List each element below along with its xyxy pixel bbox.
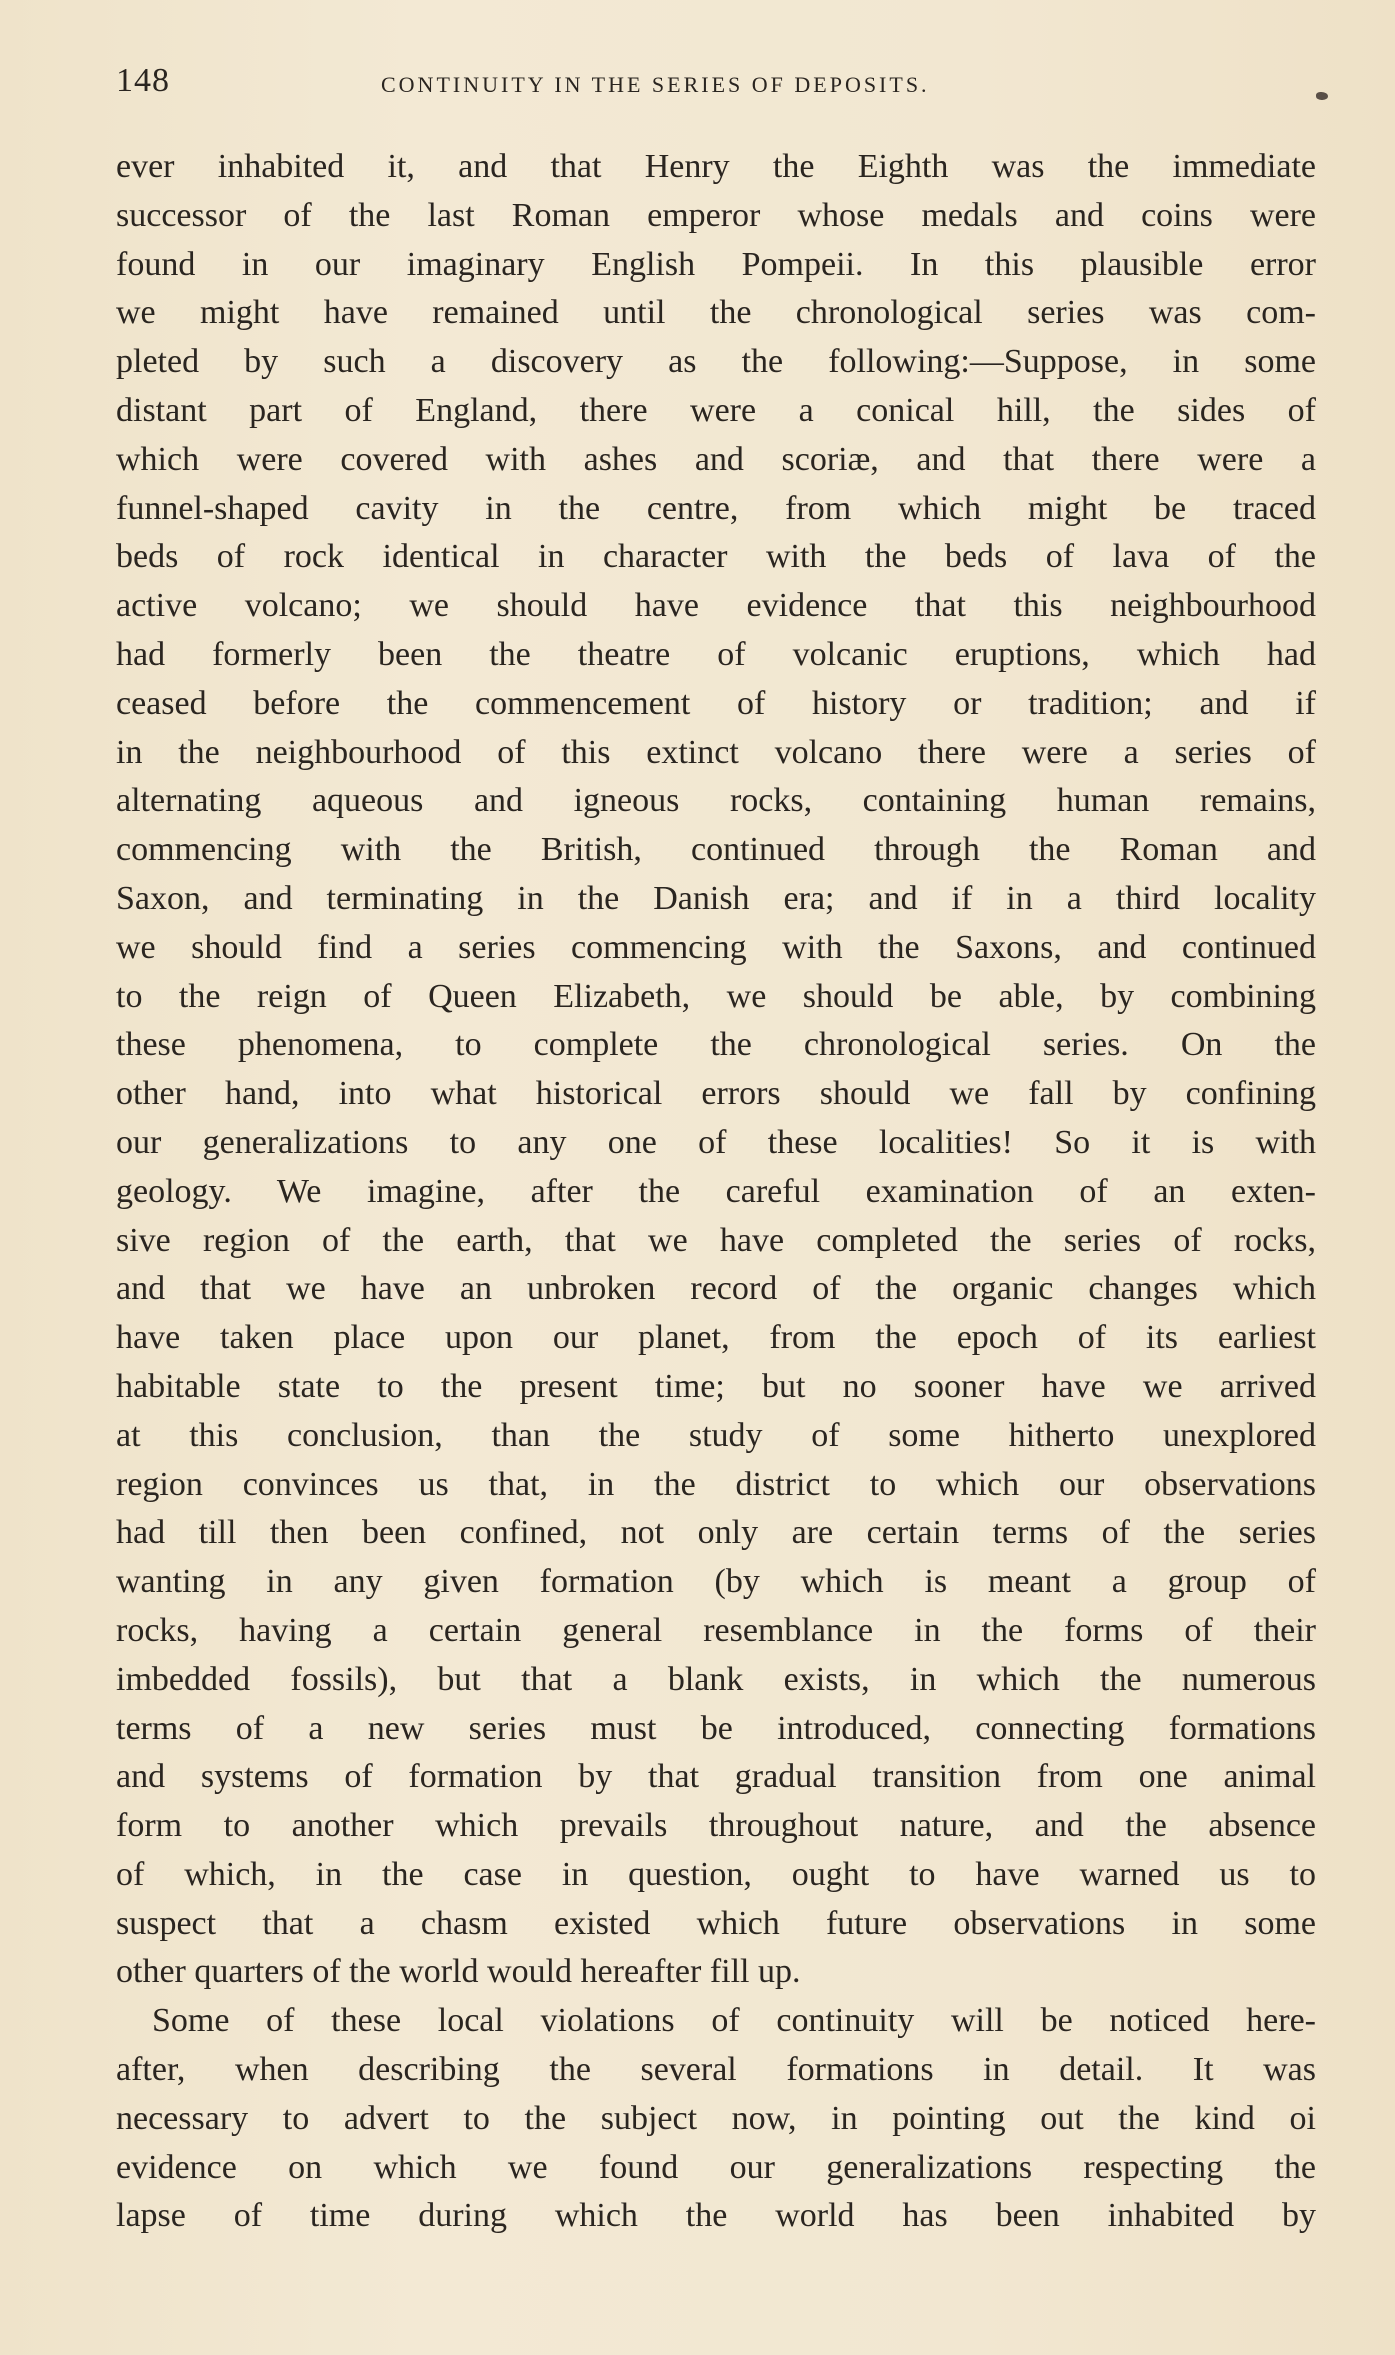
text-line: geology. We imagine, after the careful examination of an exten- <box>116 1172 1316 1210</box>
text-line: Saxon, and terminating in the Danish era; and if in a third locality <box>116 879 1316 917</box>
text-line: suspect that a chasm existed which future observations in some <box>116 1904 1316 1942</box>
text-line: wanting in any given formation (by which is meant a group of <box>116 1563 1316 1601</box>
text-line: habitable state to the present time; but no sooner have we arrived <box>116 1367 1316 1405</box>
text-line: after, when describing the several formations in detail. It was <box>116 2051 1316 2089</box>
paragraph <box>116 1997 1316 2241</box>
paragraph <box>116 143 1316 1997</box>
page-header <box>116 62 1316 112</box>
text-line: in the neighbourhood of this extinct volcano there were a series of <box>116 733 1316 771</box>
text-line: Some of these local violations of continuity will be noticed here- <box>152 2002 1316 2040</box>
text-line: have taken place upon our planet, from the epoch of its earliest <box>116 1319 1316 1357</box>
ink-speck <box>1316 92 1328 100</box>
text-line: terms of a new series must be introduced, connecting formations <box>116 1709 1316 1747</box>
text-line: had till then been confined, not only are certain terms of the series <box>116 1514 1316 1552</box>
text-line: pleted by such a discovery as the following:—Suppose, in some <box>116 343 1316 381</box>
text-line: we should find a series commencing with the Saxons, and continued <box>116 928 1316 966</box>
text-line: and that we have an unbroken record of the organic changes which <box>116 1270 1316 1308</box>
text-line: evidence on which we found our generalizations respecting the <box>116 2148 1316 2186</box>
text-line: funnel-shaped cavity in the centre, from which might be traced <box>116 489 1316 527</box>
text-line: rocks, having a certain general resemblance in the forms of their <box>116 1611 1316 1649</box>
text-line: form to another which prevails throughout nature, and the absence <box>116 1807 1316 1845</box>
text-line: found in our imaginary English Pompeii. In this plausible error <box>116 245 1316 283</box>
text-line: ceased before the commencement of history or tradition; and if <box>116 684 1316 722</box>
text-line: ever inhabited it, and that Henry the Eighth was the immediate <box>116 148 1316 185</box>
text-line: alternating aqueous and igneous rocks, containing human remains, <box>116 782 1316 820</box>
text-line: these phenomena, to complete the chronological series. On the <box>116 1026 1316 1064</box>
text-line: of which, in the case in question, ought to have warned us to <box>116 1855 1316 1893</box>
text-line: our generalizations to any one of these localities! So it is with <box>116 1123 1316 1161</box>
body-text <box>116 143 1316 2241</box>
text-line: commencing with the British, continued through the Roman and <box>116 831 1316 869</box>
text-line: at this conclusion, than the study of some hitherto unexplored <box>116 1416 1316 1454</box>
text-line: which were covered with ashes and scoriæ, and that there were a <box>116 440 1316 478</box>
text-line: sive region of the earth, that we have completed the series of rocks, <box>116 1221 1316 1259</box>
text-line: other quarters of the world would hereafter fill up. <box>116 1953 801 1991</box>
text-line: had formerly been the theatre of volcanic eruptions, which had <box>116 635 1316 673</box>
text-line: distant part of England, there were a conical hill, the sides of <box>116 391 1316 429</box>
text-line: successor of the last Roman emperor whose medals and coins were <box>116 196 1316 234</box>
text-line: and systems of formation by that gradual transition from one animal <box>116 1758 1316 1796</box>
text-line: imbedded fossils), but that a blank exists, in which the numerous <box>116 1660 1316 1698</box>
text-line: lapse of time during which the world has been inhabited by <box>116 2197 1316 2235</box>
text-line: we might have remained until the chronological series was com- <box>116 294 1316 332</box>
text-line: beds of rock identical in character with the beds of lava of the <box>116 538 1316 576</box>
text-line: to the reign of Queen Elizabeth, we should be able, by combining <box>116 977 1316 1015</box>
running-head: CONTINUITY IN THE SERIES OF DEPOSITS. <box>381 72 930 97</box>
text-line: region convinces us that, in the district to which our observations <box>116 1465 1316 1503</box>
text-line: active volcano; we should have evidence that this neighbourhood <box>116 587 1316 625</box>
text-line: other hand, into what historical errors should we fall by confining <box>116 1075 1316 1113</box>
page-number: 148 <box>116 62 170 99</box>
text-line: necessary to advert to the subject now, in pointing out the kind oi <box>116 2099 1316 2137</box>
